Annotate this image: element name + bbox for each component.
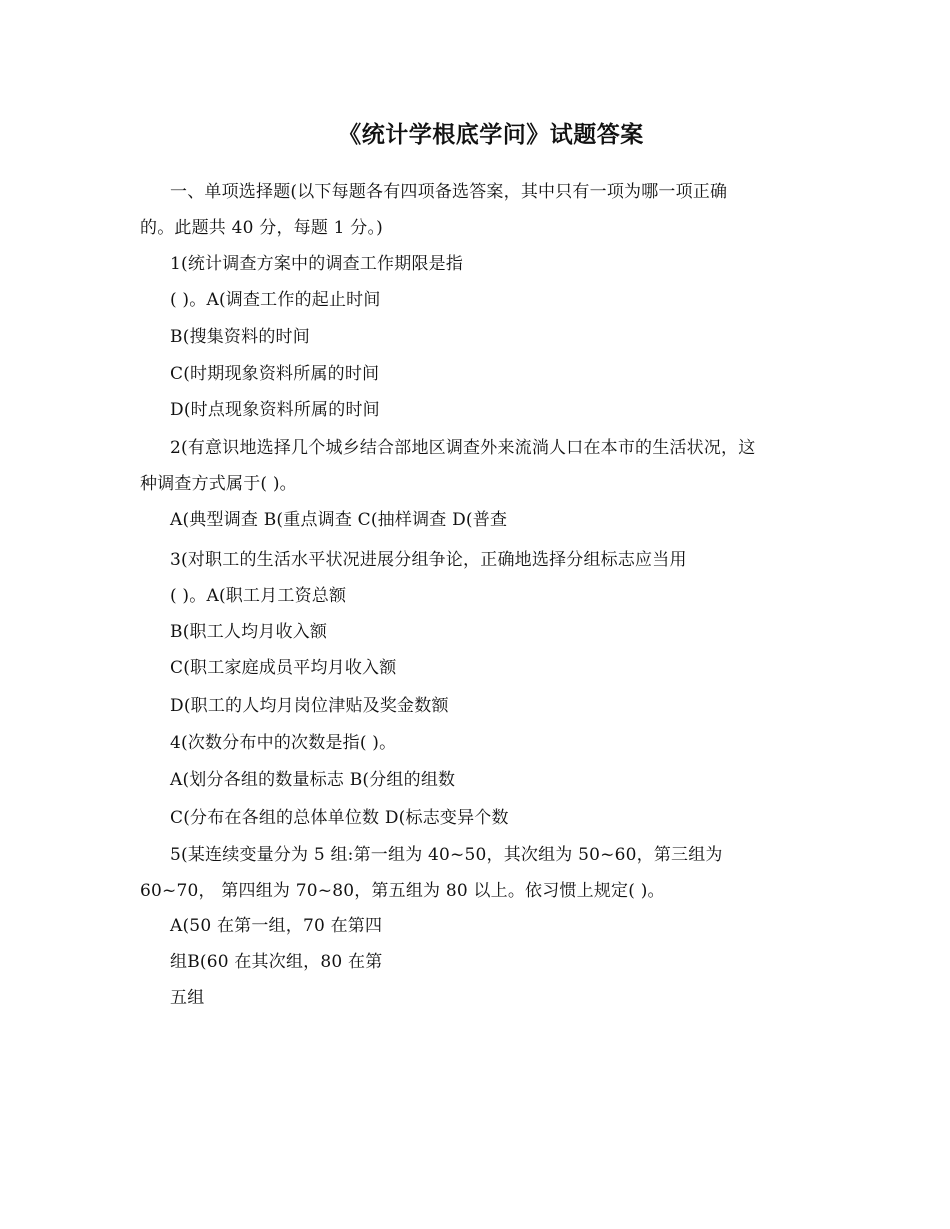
question-3-option-a: ( )。A(职工月工资总额 — [170, 586, 347, 606]
question-2-options: A(典型调查 B(重点调查 C(抽样调查 D(普查 — [170, 510, 508, 530]
question-5-stem-line-2: 60~70， 第四组为 70~80，第五组为 80 以上。依习惯上规定( )。 — [140, 881, 665, 901]
question-1-option-d: D(时点现象资料所属的时间 — [170, 400, 380, 420]
question-3-option-d: D(职工的人均月岗位津贴及奖金数额 — [170, 696, 449, 716]
question-4-options-ab: A(划分各组的数量标志 B(分组的组数 — [170, 770, 456, 790]
question-1-option-c: C(时期现象资料所属的时间 — [170, 364, 380, 384]
question-5-option-b: 组B(60 在其次组，80 在第 — [170, 952, 383, 972]
question-5-option-b-cont: 五组 — [170, 988, 205, 1008]
question-4-options-cd: C(分布在各组的总体单位数 D(标志变异个数 — [170, 808, 509, 828]
section-heading-line-1: 一、单项选择题(以下每题各有四项备选答案，其中只有一项为哪一项正确 — [170, 182, 728, 202]
question-1-option-b: B(搜集资料的时间 — [170, 327, 310, 347]
question-1-stem: 1(统计调查方案中的调查工作期限是指 — [170, 254, 464, 274]
question-3-option-b: B(职工人均月收入额 — [170, 622, 328, 642]
question-3-option-c: C(职工家庭成员平均月收入额 — [170, 658, 397, 678]
question-4-stem: 4(次数分布中的次数是指( )。 — [170, 733, 397, 753]
question-2-stem-line-1: 2(有意识地选择几个城乡结合部地区调查外来流淌人口在本市的生活状况，这 — [170, 438, 756, 458]
question-5-option-a: A(50 在第一组，70 在第四 — [170, 916, 383, 936]
question-3-stem: 3(对职工的生活水平状况进展分组争论，正确地选择分组标志应当用 — [170, 550, 687, 570]
section-heading-line-2: 的。此题共 40 分，每题 1 分。) — [140, 218, 383, 238]
question-5-stem-line-1: 5(某连续变量分为 5 组:第一组为 40~50，其次组为 50~60，第三组为 — [170, 845, 723, 865]
question-2-stem-line-2: 种调查方式属于( )。 — [140, 474, 297, 494]
question-1-option-a: ( )。A(调查工作的起止时间 — [170, 290, 381, 310]
document-title: 《统计学根底学问》试题答案 — [338, 122, 644, 148]
